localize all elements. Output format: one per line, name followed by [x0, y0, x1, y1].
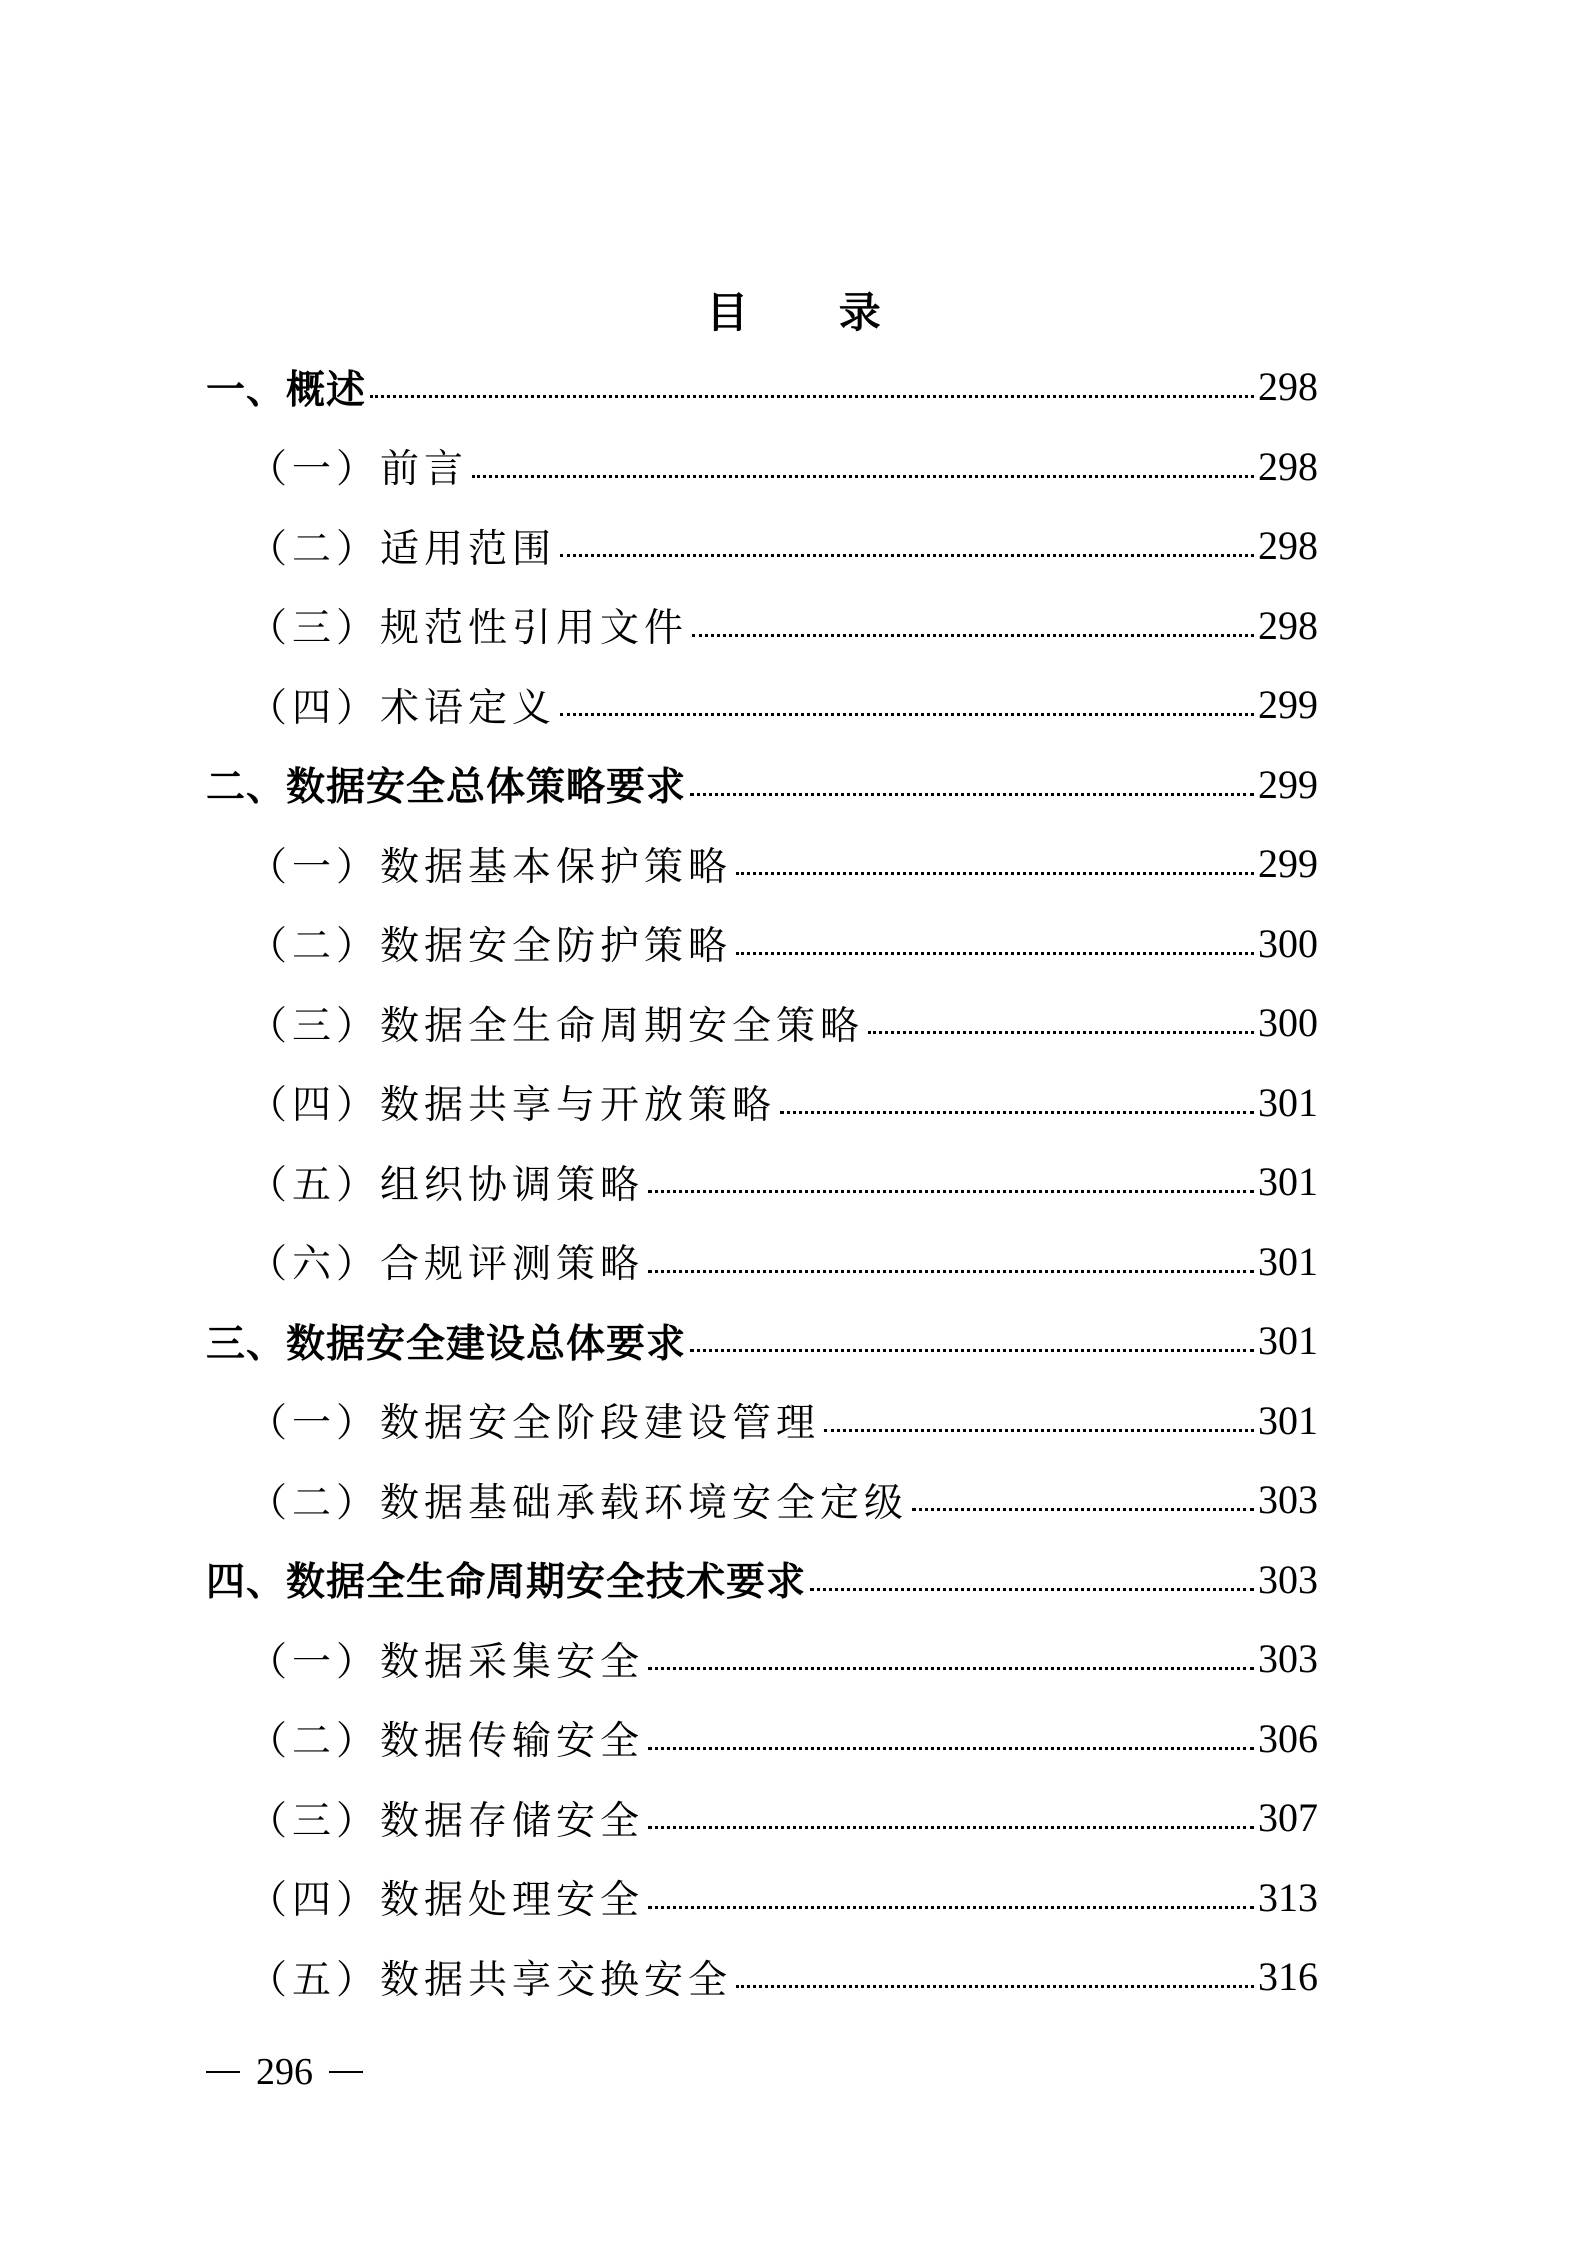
toc-subsection-entry[interactable]	[206, 586, 1318, 666]
toc-entry-label: 二、数据安全总体策略要求	[206, 765, 687, 811]
dot-leader	[370, 395, 1254, 398]
toc-entry-page: 298	[1258, 364, 1318, 410]
toc-entry-page: 301	[1258, 1397, 1318, 1443]
dot-leader	[780, 1111, 1254, 1114]
dot-leader	[736, 1985, 1254, 1988]
toc-subsection-entry[interactable]	[206, 506, 1318, 586]
toc-subsection-entry[interactable]	[206, 1222, 1318, 1302]
toc-subsection-entry[interactable]	[206, 824, 1318, 904]
dot-leader	[690, 1349, 1254, 1352]
dot-leader	[560, 554, 1254, 557]
dot-leader	[648, 1826, 1254, 1829]
toc-section-entry[interactable]	[206, 347, 1318, 427]
dot-leader	[648, 1667, 1254, 1670]
toc-entry-label: 三、数据安全建设总体要求	[206, 1321, 687, 1367]
toc-entry-page: 299	[1258, 761, 1318, 807]
toc-entry-page: 301	[1258, 1079, 1318, 1125]
toc-entry-label: （一）前言	[248, 447, 469, 493]
dot-leader	[560, 713, 1254, 716]
dot-leader	[912, 1508, 1254, 1511]
toc-entry-label: （三）数据全生命周期安全策略	[248, 1003, 865, 1049]
toc-entry-page: 307	[1258, 1795, 1318, 1841]
toc-entry-label: （一）数据基本保护策略	[248, 844, 733, 890]
toc-subsection-entry[interactable]	[206, 1937, 1318, 2017]
toc-subsection-entry[interactable]	[206, 1699, 1318, 1779]
toc-entry-page: 298	[1258, 602, 1318, 648]
toc-entry-label: （二）数据传输安全	[248, 1719, 645, 1765]
toc-subsection-entry[interactable]	[206, 1381, 1318, 1461]
toc-subsection-entry[interactable]	[206, 1063, 1318, 1143]
toc-entry-label: 四、数据全生命周期安全技术要求	[206, 1560, 807, 1606]
toc-entry-page: 298	[1258, 523, 1318, 569]
toc-subsection-entry[interactable]	[206, 983, 1318, 1063]
toc-entry-page: 303	[1258, 1636, 1318, 1682]
dot-leader	[690, 793, 1254, 796]
toc-entry-page: 303	[1258, 1556, 1318, 1602]
dot-leader	[648, 1906, 1254, 1909]
dot-leader	[868, 1031, 1254, 1034]
dot-leader	[736, 952, 1254, 955]
toc-entry-label: （五）组织协调策略	[248, 1162, 645, 1208]
toc-subsection-entry[interactable]	[206, 1460, 1318, 1540]
toc-subsection-entry[interactable]	[206, 1778, 1318, 1858]
toc-section-entry[interactable]	[206, 1540, 1318, 1620]
toc-entry-page: 299	[1258, 841, 1318, 887]
toc-entry-page: 298	[1258, 443, 1318, 489]
footer-dash-right	[329, 2071, 363, 2073]
toc-entry-page: 301	[1258, 1159, 1318, 1205]
toc-subsection-entry[interactable]	[206, 1619, 1318, 1699]
dot-leader	[810, 1588, 1254, 1591]
dot-leader	[648, 1190, 1254, 1193]
toc-entry-label: （六）合规评测策略	[248, 1242, 645, 1288]
toc-entry-label: （四）术语定义	[248, 685, 557, 731]
toc-entry-page: 303	[1258, 1477, 1318, 1523]
dot-leader	[692, 634, 1254, 637]
dot-leader	[824, 1429, 1254, 1432]
toc-section-entry[interactable]	[206, 1301, 1318, 1381]
toc-entry-page: 300	[1258, 920, 1318, 966]
dot-leader	[648, 1270, 1254, 1273]
toc-entry-label: （五）数据共享交换安全	[248, 1957, 733, 2003]
toc-subsection-entry[interactable]	[206, 1142, 1318, 1222]
toc-entry-label: 一、概述	[206, 367, 367, 413]
toc-entry-page: 301	[1258, 1318, 1318, 1364]
toc-entry-label: （四）数据处理安全	[248, 1878, 645, 1924]
toc-entry-label: （一）数据安全阶段建设管理	[248, 1401, 821, 1447]
toc-entry-page: 300	[1258, 1000, 1318, 1046]
toc-entry-label: （二）数据基础承载环境安全定级	[248, 1480, 909, 1526]
toc-entry-label: （二）适用范围	[248, 526, 557, 572]
toc-entry-page: 301	[1258, 1238, 1318, 1284]
toc-subsection-entry[interactable]	[206, 665, 1318, 745]
toc-entry-page: 306	[1258, 1715, 1318, 1761]
table-of-contents	[206, 347, 1318, 2017]
dot-leader	[736, 872, 1254, 875]
toc-entry-page: 313	[1258, 1874, 1318, 1920]
toc-title: 目 录	[706, 288, 919, 337]
toc-entry-page: 299	[1258, 682, 1318, 728]
dot-leader	[472, 475, 1254, 478]
toc-entry-label: （二）数据安全防护策略	[248, 924, 733, 970]
page-footer	[206, 2050, 363, 2094]
footer-dash-left	[206, 2071, 240, 2073]
toc-subsection-entry[interactable]	[206, 904, 1318, 984]
toc-subsection-entry[interactable]	[206, 427, 1318, 507]
dot-leader	[648, 1747, 1254, 1750]
toc-entry-label: （四）数据共享与开放策略	[248, 1083, 777, 1129]
toc-entry-page: 316	[1258, 1954, 1318, 2000]
footer-page-number: 296	[256, 2051, 313, 2093]
toc-entry-label: （一）数据采集安全	[248, 1639, 645, 1685]
toc-section-entry[interactable]	[206, 745, 1318, 825]
toc-entry-label: （三）数据存储安全	[248, 1798, 645, 1844]
toc-subsection-entry[interactable]	[206, 1858, 1318, 1938]
toc-entry-label: （三）规范性引用文件	[248, 606, 689, 652]
